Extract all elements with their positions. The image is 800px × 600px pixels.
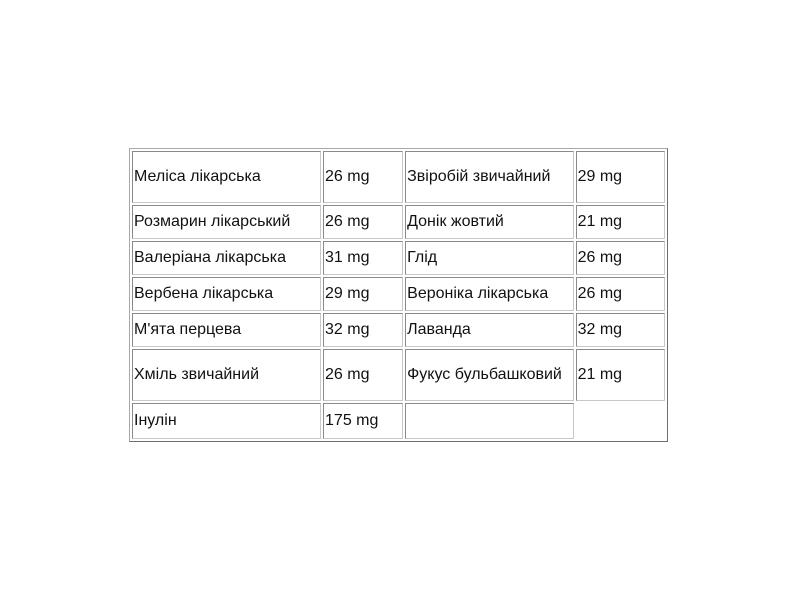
ingredient-name-cell: Розмарин лікарський	[132, 205, 321, 239]
ingredient-dose-cell: 26 mg	[576, 241, 665, 275]
table-row	[132, 241, 665, 275]
ingredient-dose-cell: 21 mg	[576, 349, 665, 401]
ingredient-name-cell: Хміль звичайний	[132, 349, 321, 401]
ingredient-name-cell: Інулін	[132, 403, 321, 439]
ingredient-dose-cell: 26 mg	[323, 205, 403, 239]
ingredient-name-cell: Лаванда	[405, 313, 573, 347]
ingredient-name-cell: Звіробій звичайний	[405, 151, 573, 203]
table-row	[132, 313, 665, 347]
empty-cell	[405, 403, 573, 439]
table-row	[132, 403, 665, 439]
table-row	[132, 349, 665, 401]
ingredient-name-cell: Глід	[405, 241, 573, 275]
ingredient-dose-cell: 32 mg	[576, 313, 665, 347]
ingredient-name-cell: М'ята перцева	[132, 313, 321, 347]
ingredient-name-cell: Валеріана лікарська	[132, 241, 321, 275]
table-row	[132, 277, 665, 311]
empty-cell	[576, 403, 665, 439]
ingredient-dose-cell: 21 mg	[576, 205, 665, 239]
ingredient-dose-cell: 29 mg	[323, 277, 403, 311]
ingredient-dose-cell: 26 mg	[323, 151, 403, 203]
ingredient-name-cell: Вероніка лікарська	[405, 277, 573, 311]
ingredient-name-cell: Меліса лікарська	[132, 151, 321, 203]
ingredient-dose-cell: 29 mg	[576, 151, 665, 203]
ingredient-dose-cell: 175 mg	[323, 403, 403, 439]
table-row	[132, 205, 665, 239]
ingredients-table	[129, 148, 668, 442]
table-row	[132, 151, 665, 203]
ingredient-dose-cell: 26 mg	[576, 277, 665, 311]
ingredient-name-cell: Донік жовтий	[405, 205, 573, 239]
ingredient-dose-cell: 32 mg	[323, 313, 403, 347]
ingredient-dose-cell: 26 mg	[323, 349, 403, 401]
ingredient-dose-cell: 31 mg	[323, 241, 403, 275]
ingredient-name-cell: Фукус бульбашковий	[405, 349, 573, 401]
ingredient-name-cell: Вербена лікарська	[132, 277, 321, 311]
